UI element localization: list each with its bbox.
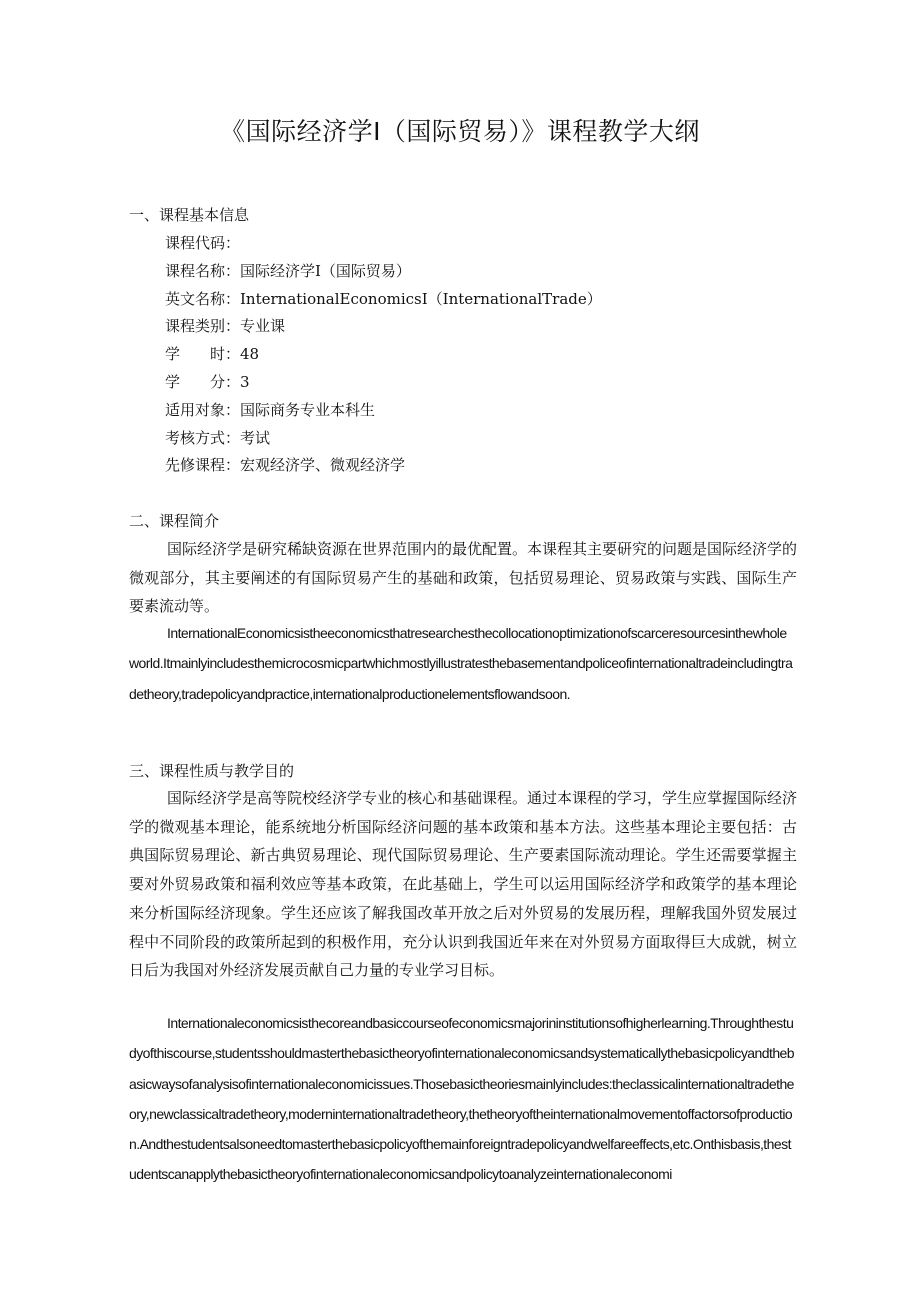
info-audience: 适用对象：国际商务专业本科生 [165,401,376,419]
document-title: 《国际经济学Ⅰ（国际贸易）》课程教学大纲 [220,117,700,146]
info-course-type: 课程类别：专业课 [165,317,286,335]
info-prerequisites: 先修课程：宏观经济学、微观经济学 [165,456,406,474]
nature-paragraph-zh: 国际经济学是高等院校经济学专业的核心和基础课程。通过本课程的学习，学生应掌握国际经济学的微观基本理论，能系统地分析国际经济问题的基本政策和基本方法。这些基本理论主要包括：古典国际贸易理论、新古典贸易理论、现代国际贸易理论、生产要素国际流动理论。学生还需要掌握主要对外贸易政策和福利效应等基本政策，在此基础上，学生可以运用国际经济学和政策学的基本理论来分析国际经济现象。学生还应该了解我国改革开放之后对外贸易的发展历程，理解我国外贸发展过程中不同阶段的政策所起到的积极作用，充分认识到我国近年来在对外贸易方面取得巨大成就，树立日后为我国对外经济发展贡献自己力量的专业学习目标。 [129,789,798,980]
intro-paragraph-zh: 国际经济学是研究稀缺资源在世界范围内的最优配置。本课程其主要研究的问题是国际经济学的微观部分，其主要阐述的有国际贸易产生的基础和政策，包括贸易理论、贸易政策与实践、国际生产要素流动等。 [129,540,798,616]
info-course-name: 课程名称：国际经济学Ⅰ（国际贸易） [165,262,411,280]
section-heading-basic-info: 一、课程基本信息 [129,206,250,224]
info-course-code: 课程代码： [165,234,241,252]
info-english-name: 英文名称：InternationalEconomicsI（InternationalTrade） [165,290,602,308]
nature-paragraph-en: Internationaleconomicsisthecoreandbasiccourseofeconomicsmajorininstitutionsofhigherlearning.Throughthestudyofthiscourse,studentsshouldmasterthebasictheoryofinternationaleconomicsandsystematicallythebasicpolicyandthebasicwaysofanalysisofinternationaleconomicissues.Thosebasictheoriesmainlyincludes:theclassicalinternationaltradetheory,newclassicaltradetheory,moderninternationaltradetheory,thetheoryoftheinternationalmovementoffactorsofproduction.Andthestudentsalsoneedtomasterthebasicpolicyofthemainforeigntradepolicyandwelfareeffects,etc.Onthisbasis,thestudentscanapplythebasictheoryofinternationaleconomicsandpolicytoanalyzeinternationaleconomi [129,1015,795,1183]
info-credits: 学 分：3 [165,373,250,391]
section-heading-nature-purpose: 三、课程性质与教学目的 [129,762,295,780]
section-heading-introduction: 二、课程简介 [129,512,220,530]
info-assessment: 考核方式：考试 [165,429,271,447]
intro-paragraph-en: InternationalEconomicsistheeconomicsthatresearchesthecollocationoptimizationofscarceresourcesinthewholeworld.Itmainlyincludesthemicrocosmicpartwhichmostlyillustratesthebasementandpoliceofinternationaltradeincludingtradetheory,tradepolicyandpractice,internationalproductionelementsflowandsoon. [129,625,793,702]
info-hours: 学 时：48 [165,345,260,363]
